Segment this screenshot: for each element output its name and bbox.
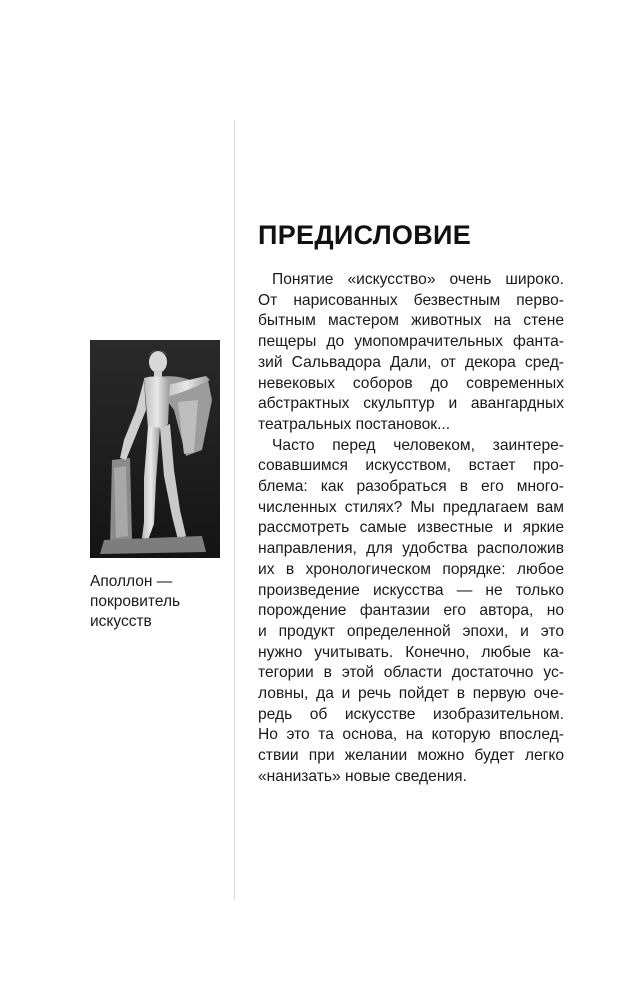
text-line: порождение фантазии его автора, но xyxy=(258,602,564,620)
chapter-heading: ПРЕДИСЛОВИЕ xyxy=(258,220,472,250)
text-line: численных стилях? Мы предлагаем вам xyxy=(258,498,564,516)
text-line: абстрактных скульптур и авангардных xyxy=(258,395,564,413)
text-line: их в хронологическом порядке: любое xyxy=(258,560,564,578)
caption-line: Аполлон — xyxy=(90,573,173,590)
text-line: совавшимся искусством, встает про- xyxy=(258,457,564,475)
text-line: ствии при желании можно будет легко xyxy=(258,747,564,765)
text-line: зий Сальвадора Дали, от декора сред- xyxy=(258,353,564,371)
statue-illustration xyxy=(90,340,220,558)
caption-line: покровитель xyxy=(90,593,181,610)
text-line: театральных постановок... xyxy=(258,415,451,433)
figure-caption xyxy=(90,572,230,632)
text-line: бытным мастером животных на стене xyxy=(258,312,564,330)
text-line: и продукт определенной эпохи, и это xyxy=(258,622,564,640)
text-line: рассмотреть самые известные и яркие xyxy=(258,519,564,537)
text-line: невековых соборов до современных xyxy=(258,374,564,392)
text-line: нужно учитывать. Конечно, любые ка- xyxy=(258,643,564,661)
preface-text xyxy=(258,270,564,788)
text-line: редь об искусстве изобразительном. xyxy=(258,705,564,723)
text-line: ловны, да и речь пойдет в первую оче- xyxy=(258,685,564,703)
text-line: пещеры до умопомрачительных фанта- xyxy=(258,333,564,351)
text-line: Часто перед человеком, заинтере- xyxy=(272,436,564,454)
apollo-statue-photo xyxy=(90,340,220,558)
text-line: От нарисованных безвестным перво- xyxy=(258,291,564,309)
caption-line: искусств xyxy=(90,613,152,630)
text-line: «нанизать» новые сведения. xyxy=(258,767,467,785)
text-line: Понятие «искусство» очень широко. xyxy=(272,271,564,288)
text-line: направления, для удобства расположив xyxy=(258,540,564,558)
column-divider xyxy=(234,120,235,900)
text-line: блема: как разобраться в его много- xyxy=(258,478,564,496)
text-line: произведение искусства — не только xyxy=(258,581,564,599)
text-line: тегории в этой области достаточно ус- xyxy=(258,664,564,682)
text-line: Но это та основа, на которую впослед- xyxy=(258,726,564,744)
